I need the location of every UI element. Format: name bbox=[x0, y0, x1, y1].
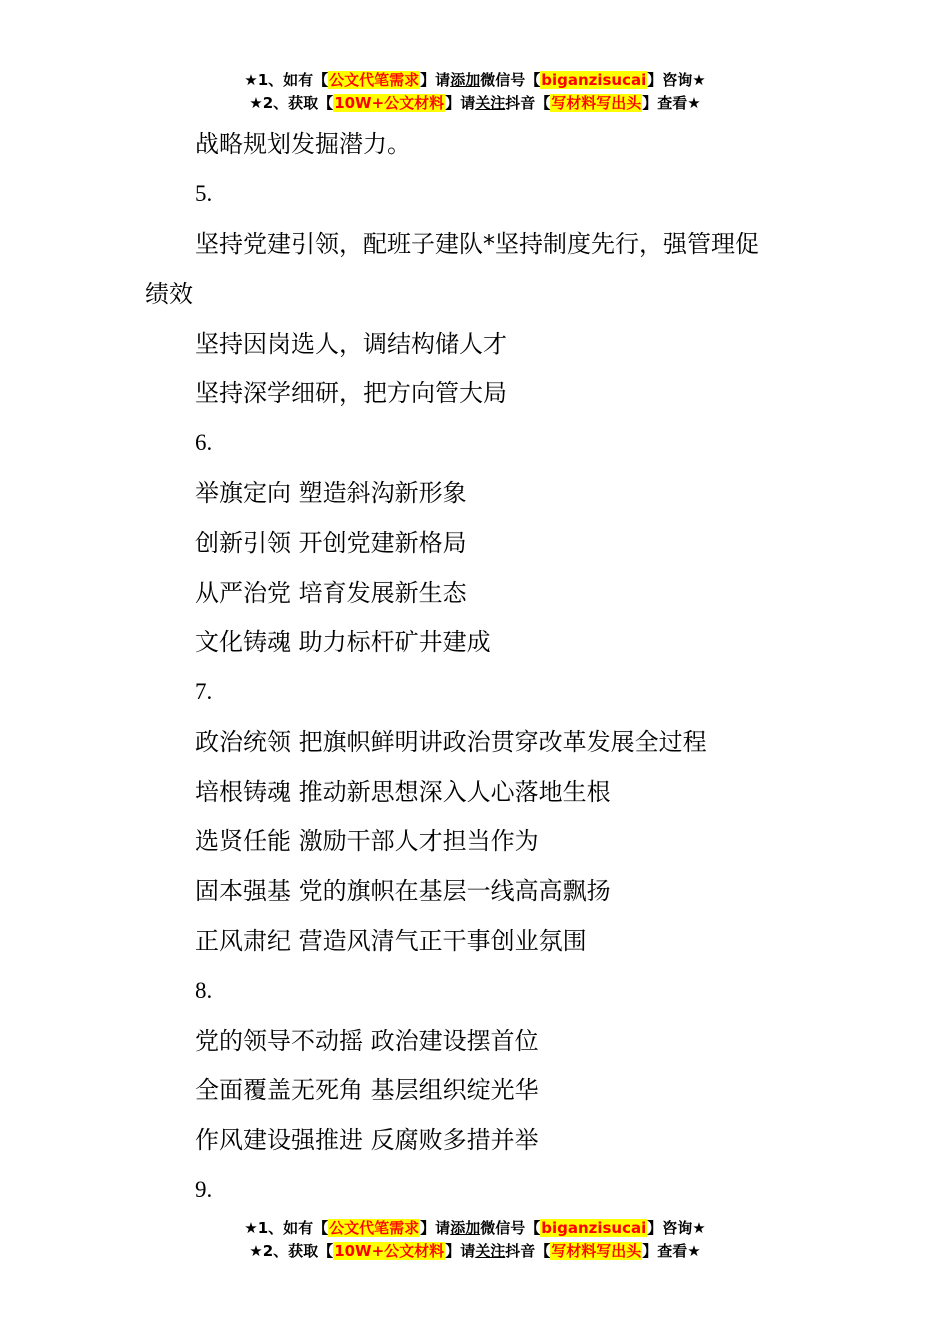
banner-underlined: 添加 bbox=[450, 71, 481, 89]
banner-line-1 bbox=[0, 1217, 950, 1240]
paragraph: 党的领导不动摇 政治建设摆首位 bbox=[195, 1027, 539, 1055]
paragraph: 坚持党建引领，配班子建队*坚持制度先行，强管理促 bbox=[195, 230, 759, 258]
paragraph: 选贤任能 激励干部人才担当作为 bbox=[195, 827, 539, 855]
banner-underlined: 关注 bbox=[475, 94, 506, 112]
banner-line-1 bbox=[0, 69, 950, 92]
banner-highlight-wechat: biganzisucai bbox=[541, 71, 647, 89]
banner-text: 】请 bbox=[445, 94, 476, 112]
banner-line-2 bbox=[0, 92, 950, 115]
paragraph: 培根铸魂 推动新思想深入人心落地生根 bbox=[195, 778, 611, 806]
paragraph: 政治统领 把旗帜鲜明讲政治贯穿改革发展全过程 bbox=[195, 728, 707, 756]
paragraph-continuation: 绩效 bbox=[145, 280, 193, 308]
banner-highlight: 公文代笔需求 bbox=[329, 71, 420, 89]
paragraph: 从严治党 培育发展新生态 bbox=[195, 579, 467, 607]
section-number: 6. bbox=[195, 430, 213, 455]
banner-text: 】咨询★ bbox=[647, 1219, 706, 1237]
paragraph: 创新引领 开创党建新格局 bbox=[195, 529, 467, 557]
banner-text: ★1、如有【 bbox=[244, 1219, 329, 1237]
banner-text: 】查看★ bbox=[642, 94, 701, 112]
banner-line-2 bbox=[0, 1240, 950, 1263]
paragraph: 战略规划发掘潜力。 bbox=[195, 130, 411, 158]
paragraph: 正风肃纪 营造风清气正干事创业氛围 bbox=[195, 927, 587, 955]
paragraph: 坚持深学细研，把方向管大局 bbox=[195, 379, 507, 407]
section-number: 8. bbox=[195, 978, 213, 1003]
banner-text: 】请 bbox=[420, 71, 451, 89]
banner-highlight: 公文代笔需求 bbox=[329, 1219, 420, 1237]
banner-text: 】请 bbox=[420, 1219, 451, 1237]
banner-text: ★1、如有【 bbox=[244, 71, 329, 89]
banner-highlight-wechat: biganzisucai bbox=[541, 1219, 647, 1237]
banner-text: 抖音【 bbox=[505, 1242, 551, 1260]
paragraph: 举旗定向 塑造斜沟新形象 bbox=[195, 479, 467, 507]
paragraph: 全面覆盖无死角 基层组织绽光华 bbox=[195, 1076, 539, 1104]
banner-text: 】请 bbox=[445, 1242, 476, 1260]
header-banner bbox=[0, 69, 950, 115]
banner-text: ★2、获取【 bbox=[249, 1242, 334, 1260]
banner-highlight: 10W+公文材料 bbox=[334, 1242, 445, 1260]
paragraph: 文化铸魂 助力标杆矿井建成 bbox=[195, 628, 491, 656]
section-number: 9. bbox=[195, 1177, 213, 1202]
footer-banner bbox=[0, 1217, 950, 1263]
banner-text: 】查看★ bbox=[642, 1242, 701, 1260]
banner-underlined: 关注 bbox=[475, 1242, 506, 1260]
banner-highlight: 10W+公文材料 bbox=[334, 94, 445, 112]
banner-highlight-douyin: 写材料写出头 bbox=[551, 1242, 642, 1260]
banner-text: ★2、获取【 bbox=[249, 94, 334, 112]
banner-text: 微信号【 bbox=[480, 1219, 541, 1237]
banner-underlined: 添加 bbox=[450, 1219, 481, 1237]
section-number: 5. bbox=[195, 181, 213, 206]
banner-text: 抖音【 bbox=[505, 94, 551, 112]
paragraph: 作风建设强推进 反腐败多措并举 bbox=[195, 1126, 539, 1154]
section-number: 7. bbox=[195, 679, 213, 704]
paragraph: 固本强基 党的旗帜在基层一线高高飘扬 bbox=[195, 877, 611, 905]
banner-text: 微信号【 bbox=[480, 71, 541, 89]
banner-text: 】咨询★ bbox=[647, 71, 706, 89]
banner-highlight-douyin: 写材料写出头 bbox=[551, 94, 642, 112]
paragraph: 坚持因岗选人，调结构储人才 bbox=[195, 330, 507, 358]
